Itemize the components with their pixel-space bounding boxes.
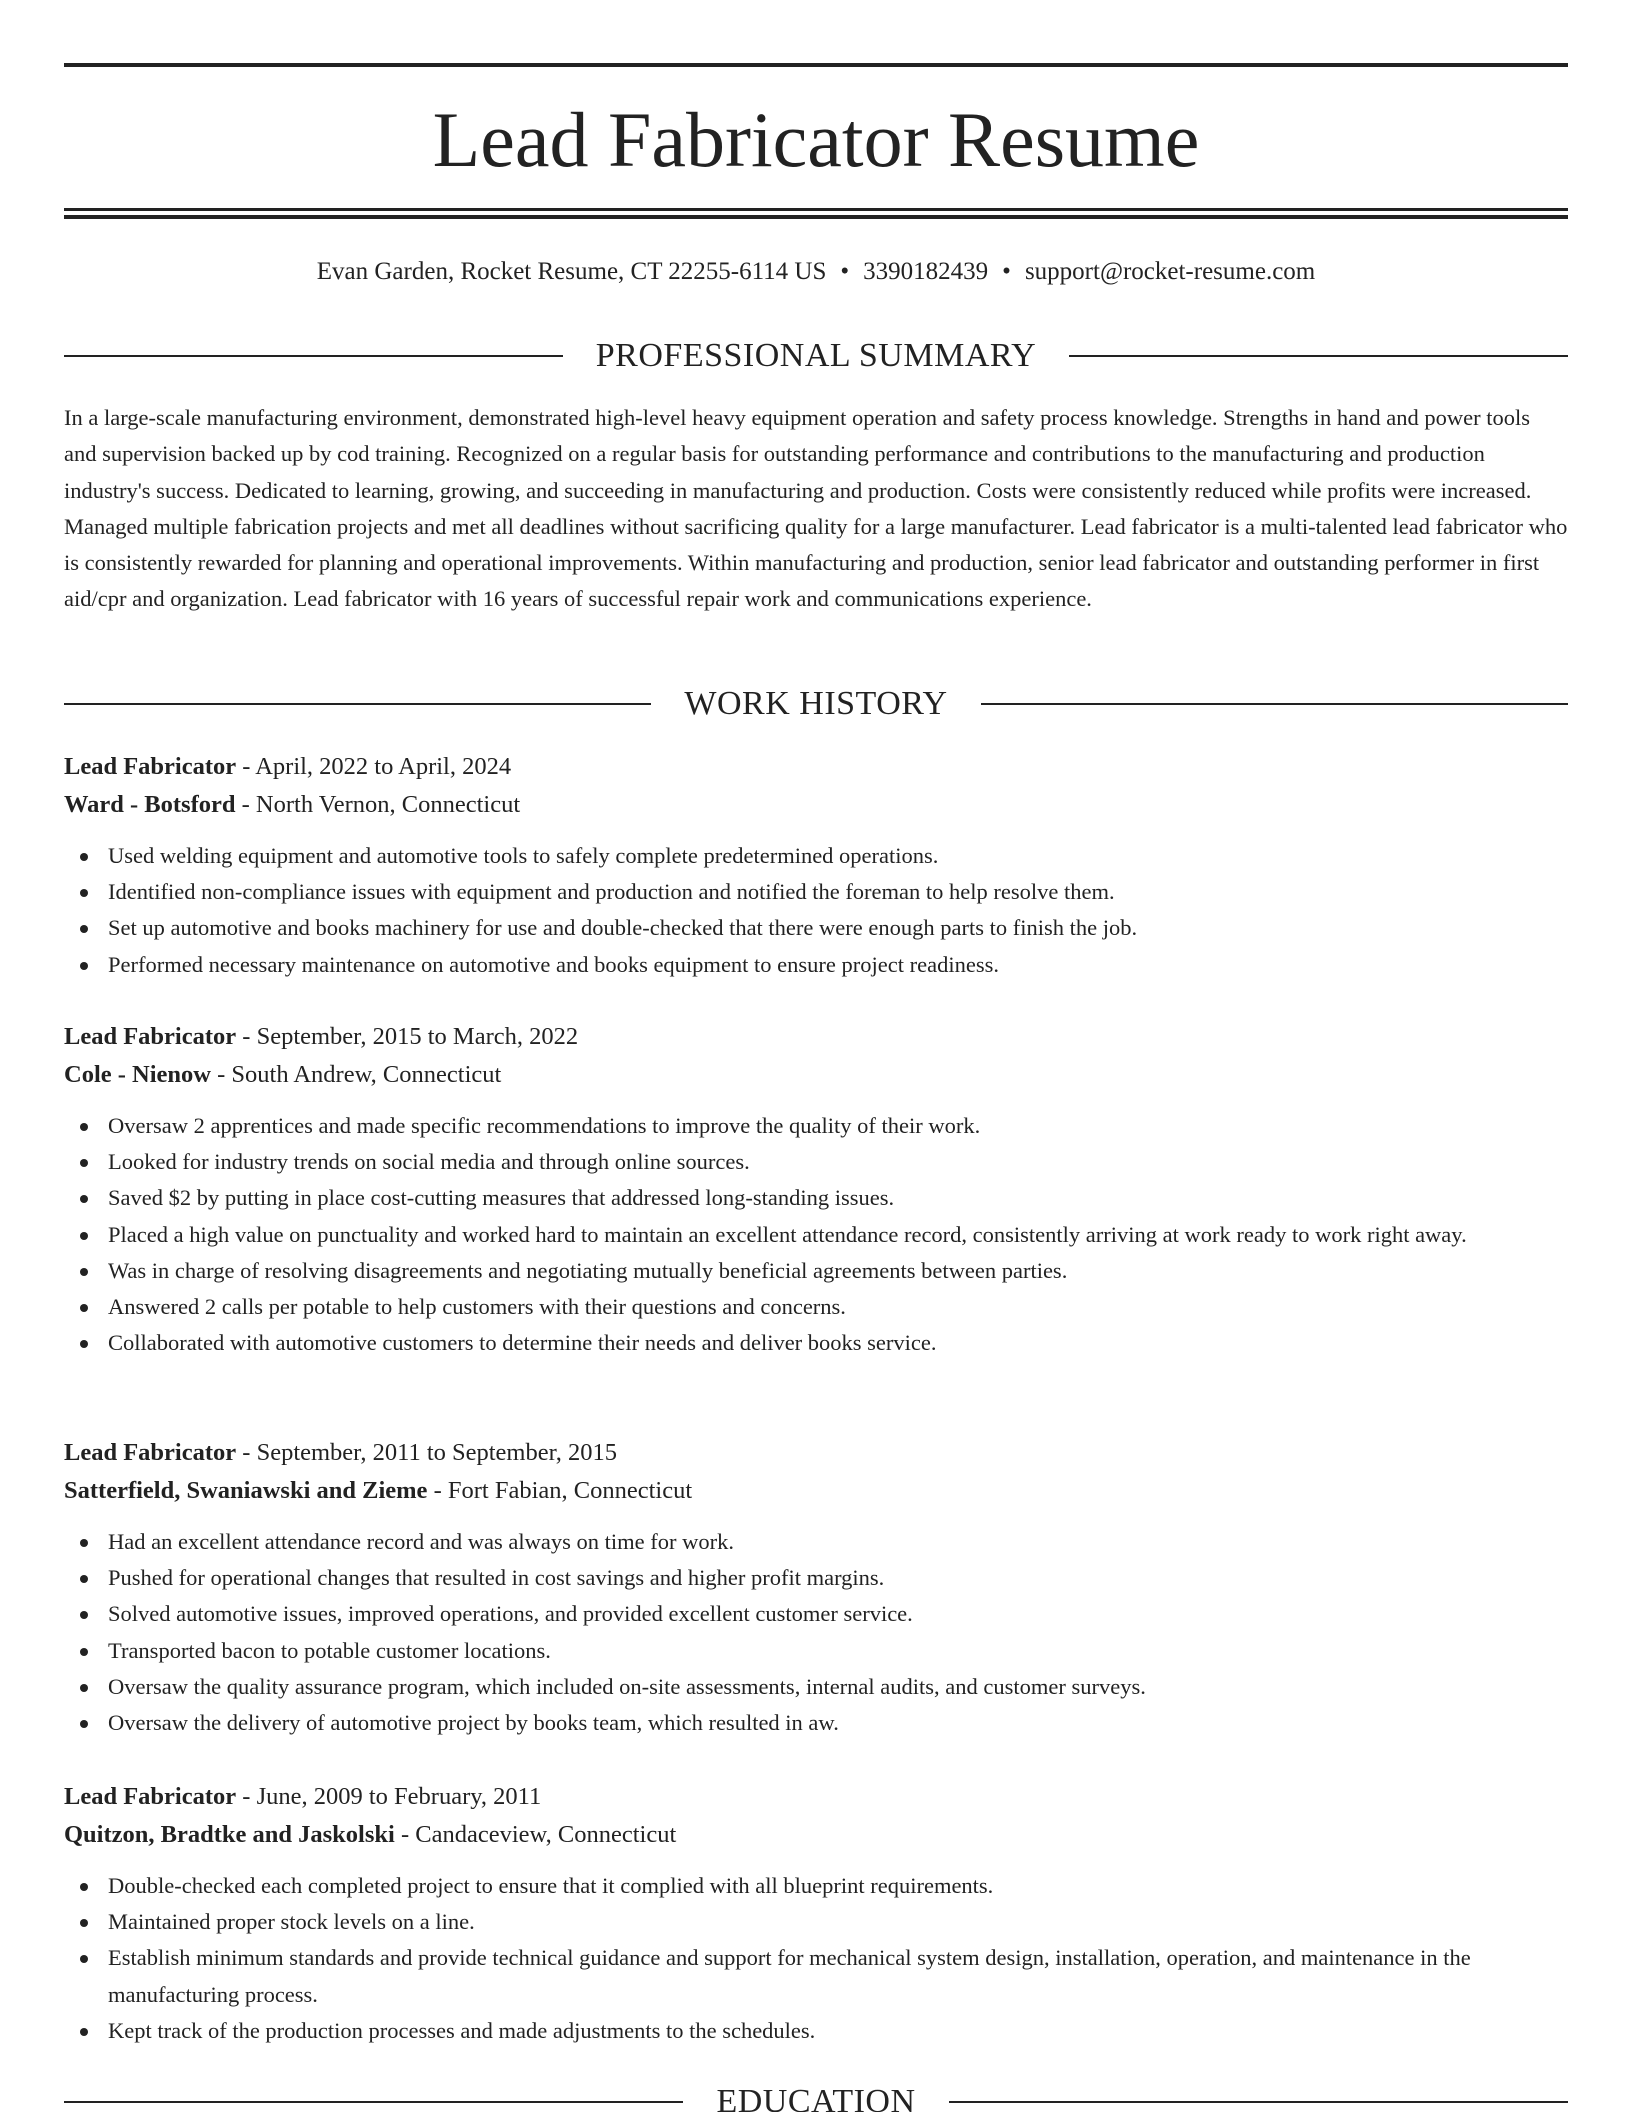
- heading-rule-right: [949, 2101, 1568, 2103]
- job-bullet: Answered 2 calls per potable to help customers with their questions and concerns.: [64, 1289, 1568, 1325]
- heading-rule-right: [981, 703, 1568, 705]
- job-bullets: [64, 1524, 1568, 1741]
- job-bullet: Placed a high value on punctuality and worked hard to maintain an excellent attendance record, consistently arriving at work ready to work right away.: [64, 1217, 1568, 1253]
- job-bullet: Establish minimum standards and provide technical guidance and support for mechanical system design, installation, operation, and maintenance in the manufacturing process.: [64, 1940, 1568, 2012]
- job-title: Lead Fabricator: [64, 1023, 237, 1050]
- job-bullet: Was in charge of resolving disagreements and negotiating mutually beneficial agreements between parties.: [64, 1253, 1568, 1289]
- section-heading-summary: [64, 334, 1568, 378]
- job-title: Lead Fabricator: [64, 753, 237, 780]
- contact-phone: 3390182439: [863, 258, 989, 285]
- job-bullet: Maintained proper stock levels on a line.: [64, 1904, 1568, 1940]
- section-heading-work-history: [64, 682, 1568, 726]
- job-bullet: Kept track of the production processes and made adjustments to the schedules.: [64, 2013, 1568, 2049]
- heading-rule-left: [64, 355, 563, 357]
- job-title: Lead Fabricator: [64, 1439, 237, 1466]
- job-company-line: [64, 786, 1568, 824]
- job-company: Quitzon, Bradtke and Jaskolski: [64, 1821, 395, 1848]
- top-rule: [64, 63, 1568, 67]
- job-company-line: [64, 1472, 1568, 1510]
- job-title-line: [64, 1778, 1568, 1816]
- job-bullet: Transported bacon to potable customer locations.: [64, 1633, 1568, 1669]
- title-rule-lower: [64, 215, 1568, 219]
- job-entry: [64, 1778, 1568, 2049]
- job-bullets: [64, 1108, 1568, 1361]
- job-bullet: Oversaw the quality assurance program, which included on-site assessments, internal audits, and customer surveys.: [64, 1669, 1568, 1705]
- heading-rule-left: [64, 2101, 683, 2103]
- job-bullet: Pushed for operational changes that resulted in cost savings and higher profit margins.: [64, 1560, 1568, 1596]
- job-dates: - April, 2022 to April, 2024: [236, 753, 512, 780]
- job-company-line: [64, 1056, 1568, 1094]
- job-dates: - September, 2011 to September, 2015: [236, 1439, 618, 1466]
- job-company: Cole - Nienow: [64, 1061, 211, 1088]
- professional-summary: In a large-scale manufacturing environment, demonstrated high-level heavy equipment operation and safety process knowledge. Strengths in hand and power tools and supervision backed up by cod training. Recognized on a regular basis for outstanding performance and contributions to the manufacturing and production industry's success. Dedicated to learning, growing, and succeeding in manufacturing and production. Costs were consistently reduced while profits were increased. Managed multiple fabrication projects and met all deadlines without sacrificing quality for a large manufacturer. Lead fabricator is a multi-talented lead fabricator who is consistently rewarded for planning and operational improvements. Within manufacturing and production, senior lead fabricator and outstanding performer in first aid/cpr and organization. Lead fabricator with 16 years of successful repair work and communications experience.: [64, 405, 1568, 612]
- job-company: Satterfield, Swaniawski and Zieme: [64, 1477, 428, 1504]
- job-company: Ward - Botsford: [64, 791, 236, 818]
- contact-separator: •: [840, 258, 850, 285]
- contact-separator: •: [1002, 258, 1011, 285]
- contact-email: support@rocket-resume.com: [1024, 258, 1316, 285]
- job-location: - Candaceview, Connecticut: [394, 1821, 677, 1848]
- job-bullet: Saved $2 by putting in place cost-cutting measures that addressed long-standing issues.: [64, 1180, 1568, 1216]
- heading-rule-left: [64, 703, 651, 705]
- job-bullet: Collaborated with automotive customers to determine their needs and deliver books service.: [64, 1325, 1568, 1361]
- job-company-line: [64, 1816, 1568, 1854]
- job-bullets: [64, 838, 1568, 983]
- job-dates: - September, 2015 to March, 2022: [236, 1023, 579, 1050]
- job-bullet: Oversaw the delivery of automotive project by books team, which resulted in aw.: [64, 1705, 1568, 1741]
- job-bullet: Identified non-compliance issues with equipment and production and notified the foreman to help resolve them.: [64, 874, 1568, 910]
- section-heading-education: [64, 2080, 1568, 2112]
- job-location: - Fort Fabian, Connecticut: [427, 1477, 693, 1504]
- contact-line: [64, 254, 1568, 290]
- contact-address: Evan Garden, Rocket Resume, CT 22255-6114 US: [316, 258, 827, 285]
- job-location: - South Andrew, Connecticut: [210, 1061, 502, 1088]
- job-bullet: Looked for industry trends on social media and through online sources.: [64, 1144, 1568, 1180]
- job-bullets: [64, 1868, 1568, 2049]
- job-bullet: Solved automotive issues, improved operations, and provided excellent customer service.: [64, 1596, 1568, 1632]
- job-bullet: Set up automotive and books machinery for use and double-checked that there were enough parts to finish the job.: [64, 910, 1568, 946]
- job-entry: [64, 1018, 1568, 1361]
- section-title: WORK HISTORY: [684, 685, 948, 722]
- section-title: EDUCATION: [716, 2083, 916, 2112]
- job-title-line: [64, 1434, 1568, 1472]
- job-bullet: Oversaw 2 apprentices and made specific recommendations to improve the quality of their work.: [64, 1108, 1568, 1144]
- job-bullet: Used welding equipment and automotive tools to safely complete predetermined operations.: [64, 838, 1568, 874]
- job-entry: [64, 1434, 1568, 1741]
- job-entry: [64, 748, 1568, 983]
- section-title: PROFESSIONAL SUMMARY: [595, 337, 1037, 374]
- job-title: Lead Fabricator: [64, 1783, 237, 1810]
- job-bullet: Had an excellent attendance record and was always on time for work.: [64, 1524, 1568, 1560]
- resume-title: Lead Fabricator Resume: [432, 96, 1200, 183]
- job-location: - North Vernon, Connecticut: [235, 791, 521, 818]
- title-rule-upper: [64, 208, 1568, 211]
- heading-rule-right: [1069, 355, 1568, 357]
- job-title-line: [64, 1018, 1568, 1056]
- job-title-line: [64, 748, 1568, 786]
- job-bullet: Performed necessary maintenance on automotive and books equipment to ensure project readiness.: [64, 947, 1568, 983]
- job-dates: - June, 2009 to February, 2011: [236, 1783, 542, 1810]
- job-bullet: Double-checked each completed project to ensure that it complied with all blueprint requirements.: [64, 1868, 1568, 1904]
